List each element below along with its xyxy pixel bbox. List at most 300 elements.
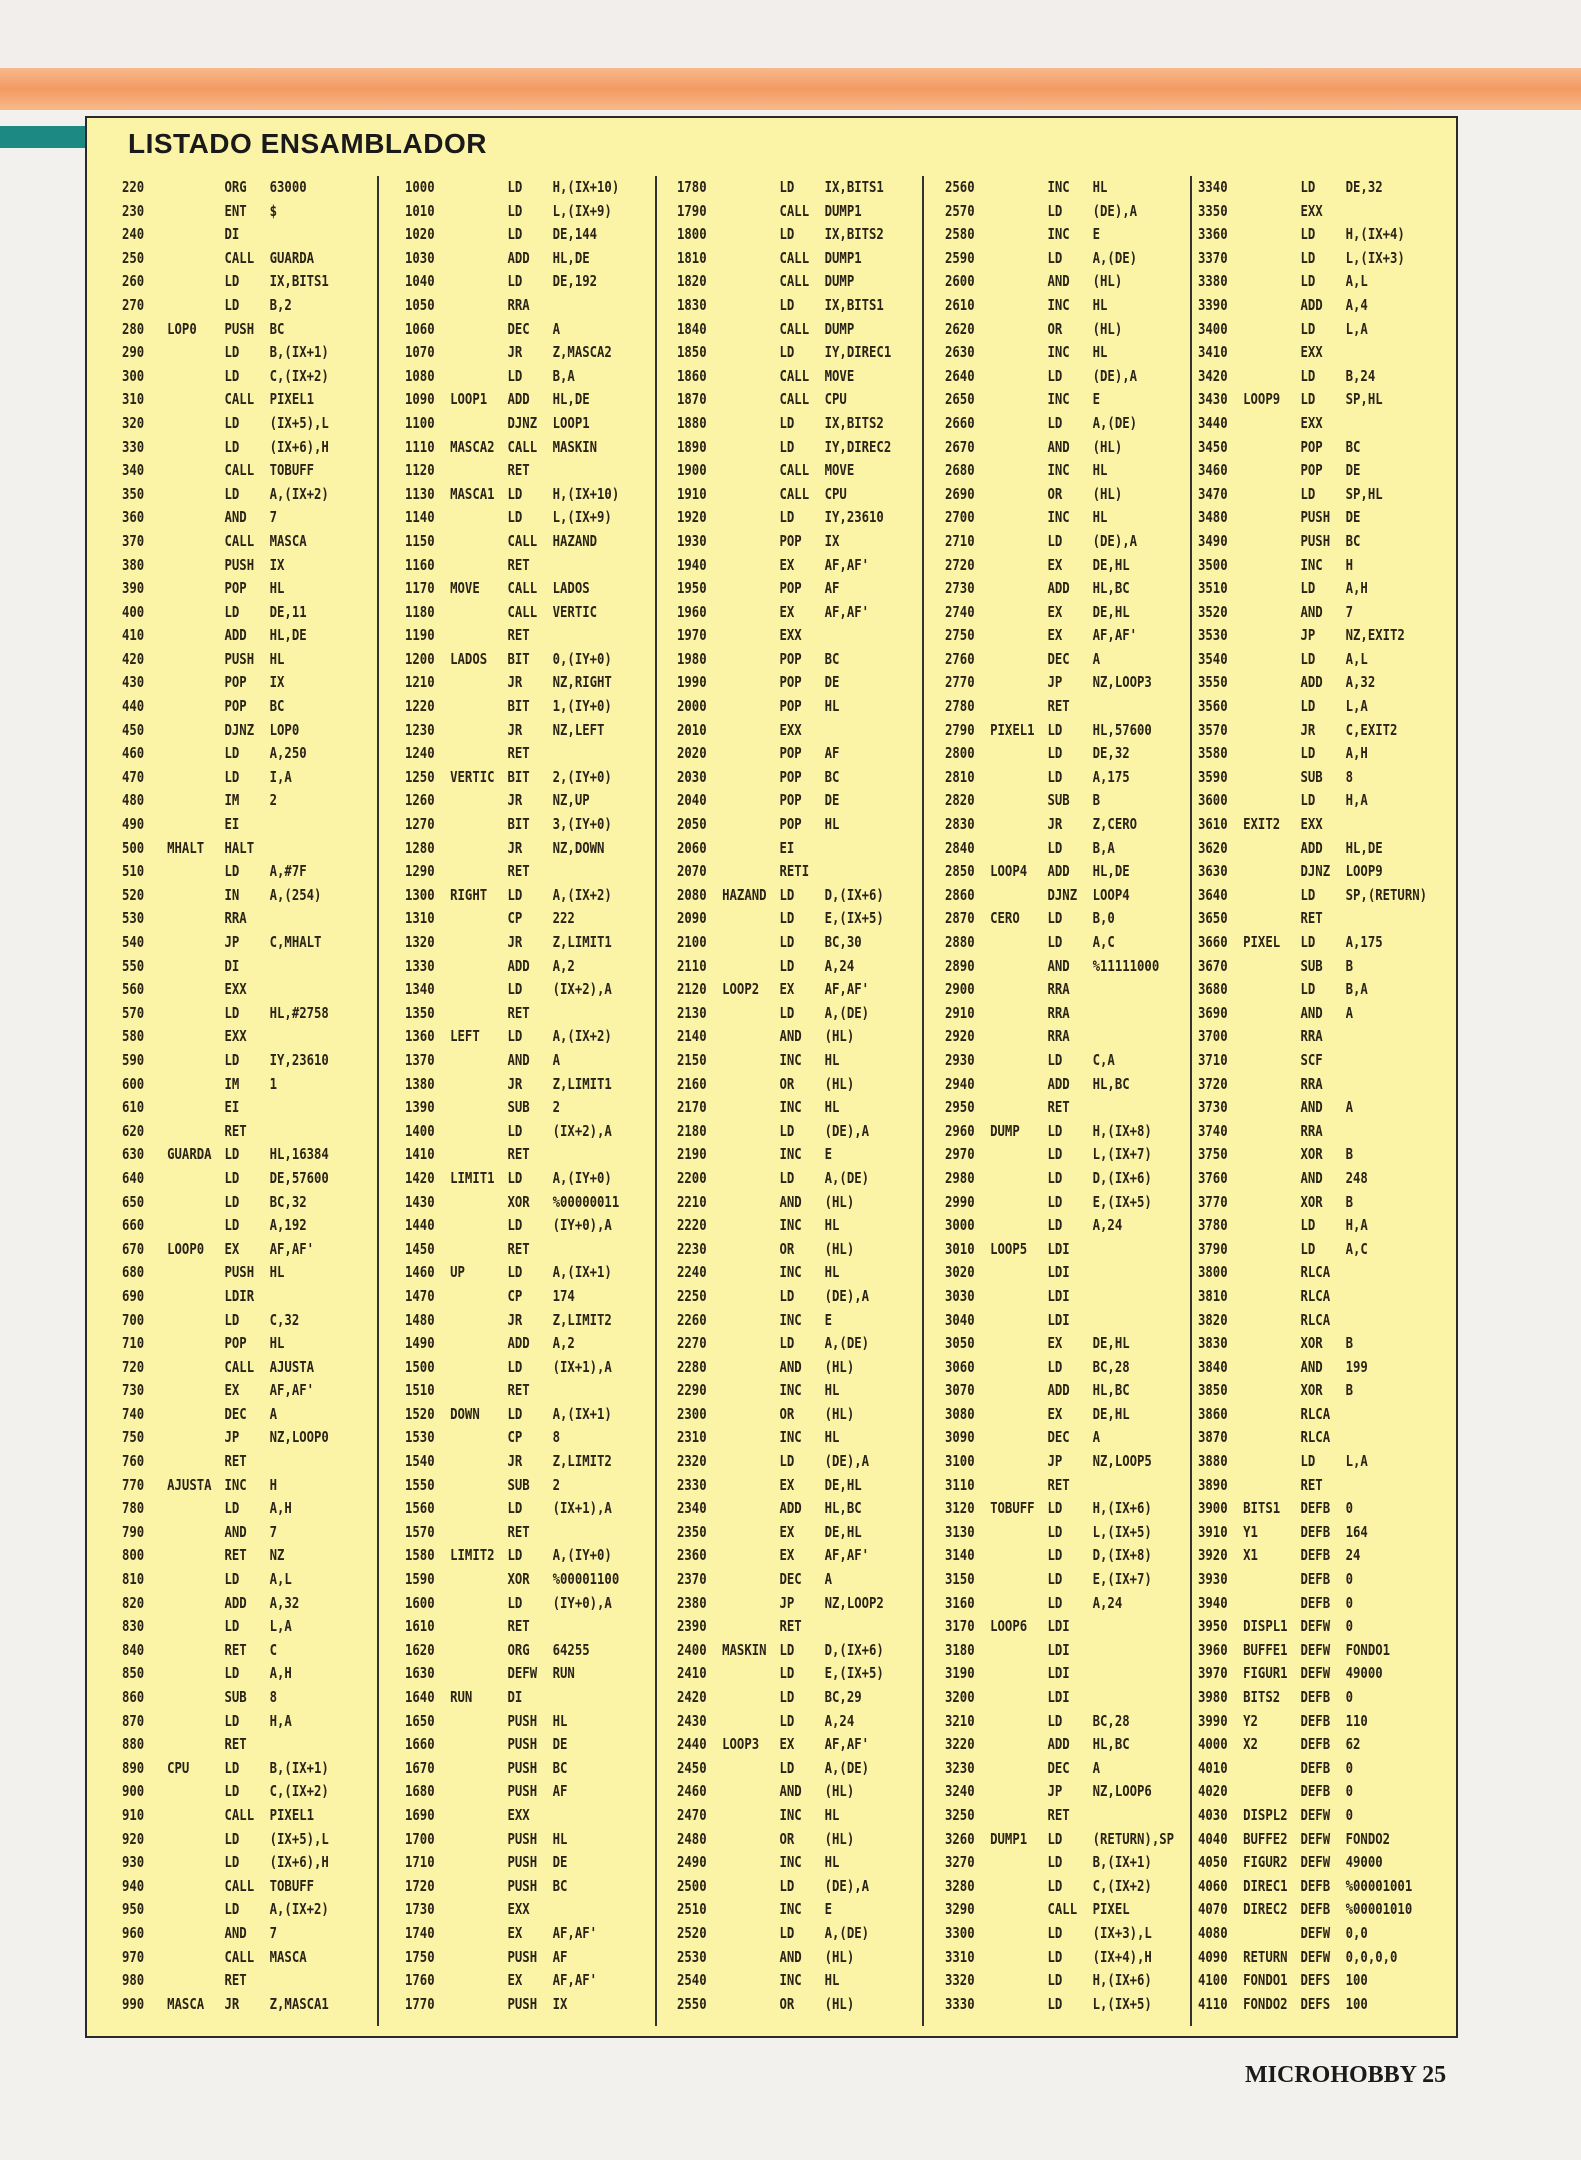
code-line — [677, 1497, 878, 1521]
code-line — [1198, 671, 1407, 695]
code-line — [1198, 1592, 1407, 1616]
line-number: 4060 — [1198, 1876, 1228, 1895]
opcode: LD — [1047, 767, 1063, 786]
line-number: 1700 — [405, 1829, 435, 1848]
operand: BC,32 — [269, 1192, 307, 1211]
operand: NZ,LOOP6 — [1092, 1782, 1152, 1801]
label: PIXEL1 — [990, 720, 1035, 739]
operand: I,A — [269, 767, 292, 786]
code-line — [1198, 860, 1407, 884]
line-number: 2010 — [677, 720, 707, 739]
line-number: 750 — [122, 1428, 145, 1447]
operand: Z,MASCA1 — [269, 1994, 329, 2013]
line-number: 3470 — [1198, 484, 1228, 503]
opcode: EX — [1047, 555, 1063, 574]
operand: H,(IX+6) — [1092, 1499, 1152, 1518]
line-number: 1790 — [677, 201, 707, 220]
line-number: 970 — [122, 1947, 145, 1966]
opcode: LD — [779, 295, 795, 314]
line-number: 1490 — [405, 1334, 435, 1353]
operand: B — [1345, 1192, 1354, 1211]
opcode: LD — [224, 1192, 240, 1211]
opcode: CALL — [224, 1805, 255, 1824]
line-number: 600 — [122, 1074, 145, 1093]
line-number: 3690 — [1198, 1003, 1228, 1022]
code-line — [122, 1828, 331, 1852]
code-line — [677, 1544, 878, 1568]
operand: HL — [1092, 178, 1108, 196]
code-line — [1198, 1662, 1407, 1686]
code-line — [122, 1710, 331, 1734]
opcode: SUB — [1300, 767, 1323, 786]
opcode: LD — [507, 508, 523, 527]
line-number: 580 — [122, 1027, 145, 1046]
opcode: XOR — [1300, 1192, 1323, 1211]
line-number: 2260 — [677, 1310, 707, 1329]
operand: (HL) — [824, 1404, 855, 1423]
line-number: 3430 — [1198, 390, 1228, 409]
line-number: 4080 — [1198, 1923, 1228, 1942]
code-line — [945, 1214, 1146, 1238]
code-line — [945, 1875, 1152, 1899]
operand: 100 — [1345, 1971, 1368, 1990]
code-line — [945, 436, 1146, 460]
operand: IY,23610 — [269, 1050, 329, 1069]
opcode: DJNZ — [507, 413, 538, 432]
operand: Z,MASCA2 — [552, 343, 612, 362]
line-number: 2090 — [677, 909, 707, 928]
code-line — [405, 1804, 610, 1828]
code-line — [122, 176, 331, 200]
line-number: 3490 — [1198, 531, 1228, 550]
opcode: RRA — [507, 295, 530, 314]
code-line — [677, 1450, 878, 1474]
line-number: 880 — [122, 1735, 145, 1754]
line-number: 2930 — [945, 1050, 975, 1069]
line-number: 1430 — [405, 1192, 435, 1211]
operand: (HL) — [824, 1357, 855, 1376]
line-number: 3410 — [1198, 343, 1228, 362]
operand: PIXEL1 — [269, 1805, 315, 1824]
opcode: PUSH — [507, 1947, 538, 1966]
opcode: LD — [1300, 484, 1316, 503]
line-number: 2800 — [945, 744, 975, 763]
code-line — [677, 1191, 878, 1215]
code-line — [677, 1615, 878, 1639]
operand: GUARDA — [269, 248, 315, 267]
line-number: 730 — [122, 1381, 145, 1400]
opcode: LD — [224, 366, 240, 385]
line-number: 1510 — [405, 1381, 435, 1400]
operand: HL,DE — [552, 248, 590, 267]
line-number: 3090 — [945, 1428, 975, 1447]
opcode: DEFW — [1300, 1829, 1331, 1848]
code-line — [1198, 978, 1407, 1002]
code-line — [945, 1757, 1146, 1781]
code-line — [677, 176, 884, 200]
line-number: 380 — [122, 555, 145, 574]
line-number: 1730 — [405, 1900, 435, 1919]
opcode: LD — [779, 1758, 795, 1777]
opcode: XOR — [507, 1192, 530, 1211]
line-number: 3750 — [1198, 1145, 1228, 1164]
opcode: LD — [224, 1168, 240, 1187]
line-number: 650 — [122, 1192, 145, 1211]
page-footer — [1245, 2062, 1446, 2089]
line-number: 4090 — [1198, 1947, 1228, 1966]
opcode: ORG — [224, 178, 247, 196]
opcode: AND — [779, 1357, 802, 1376]
operand: E — [1092, 225, 1101, 244]
operand: HL,BC — [1092, 1381, 1130, 1400]
line-number: 2640 — [945, 366, 975, 385]
operand: (HL) — [824, 1074, 855, 1093]
opcode: LD — [779, 437, 795, 456]
line-number: 2750 — [945, 626, 975, 645]
line-number: 3110 — [945, 1475, 975, 1494]
line-number: 860 — [122, 1688, 145, 1706]
line-number: 2850 — [945, 862, 975, 881]
opcode: LD — [507, 885, 523, 904]
operand: A — [1092, 649, 1101, 668]
opcode: AND — [1047, 437, 1070, 456]
operand: (RETURN),SP — [1092, 1829, 1175, 1848]
operand: HL — [552, 1711, 568, 1730]
code-line — [405, 294, 610, 318]
opcode: JR — [507, 933, 523, 951]
line-number: 3210 — [945, 1711, 975, 1730]
label: HAZAND — [722, 885, 767, 904]
line-number: 2080 — [677, 885, 707, 904]
opcode: RET — [1047, 1098, 1070, 1117]
line-number: 3670 — [1198, 956, 1228, 975]
code-line — [1198, 1804, 1407, 1828]
line-number: 1740 — [405, 1923, 435, 1942]
code-line — [122, 1521, 331, 1545]
opcode: EXX — [224, 980, 247, 999]
code-line — [1198, 1733, 1407, 1757]
opcode: LD — [779, 1452, 795, 1471]
operand: A,(254) — [269, 885, 322, 904]
line-number: 2760 — [945, 649, 975, 668]
operand: IX — [269, 673, 285, 692]
code-line — [405, 459, 610, 483]
opcode: LDI — [1047, 1688, 1070, 1706]
opcode: RET — [507, 1239, 530, 1258]
opcode: RRA — [1300, 1074, 1323, 1093]
line-number: 1480 — [405, 1310, 435, 1329]
operand: B,24 — [1345, 366, 1376, 385]
code-line — [945, 695, 1146, 719]
line-number: 1050 — [405, 295, 435, 314]
line-number: 2710 — [945, 531, 975, 550]
operand: (IX+6),H — [269, 1853, 329, 1872]
code-line — [405, 813, 610, 837]
opcode: RETI — [779, 862, 810, 881]
operand: NZ,RIGHT — [552, 673, 612, 692]
line-number: 1200 — [405, 649, 435, 668]
code-line — [1198, 766, 1407, 790]
line-number: 330 — [122, 437, 145, 456]
opcode: DEFB — [1300, 1570, 1331, 1589]
code-line — [405, 955, 610, 979]
opcode: LD — [1047, 1168, 1063, 1187]
operand: (DE),A — [824, 1121, 870, 1140]
page-top-margin — [0, 0, 1581, 68]
code-line — [122, 1993, 331, 2017]
code-line — [122, 318, 331, 342]
opcode: LD — [1047, 1546, 1063, 1565]
operand: LOOP1 — [552, 413, 590, 432]
operand: 64255 — [552, 1640, 590, 1659]
opcode: LD — [1300, 390, 1316, 409]
opcode: ADD — [1047, 862, 1070, 881]
operand: AF,AF' — [824, 980, 870, 999]
operand: AF — [824, 744, 840, 763]
line-number: 490 — [122, 815, 145, 834]
code-line — [945, 1898, 1146, 1922]
line-number: 1350 — [405, 1003, 435, 1022]
line-number: 2310 — [677, 1428, 707, 1447]
opcode: LD — [507, 1216, 523, 1235]
operand: L,(IX+9) — [552, 201, 612, 220]
line-number: 1260 — [405, 791, 435, 810]
label: X1 — [1243, 1546, 1258, 1565]
label: DIREC1 — [1243, 1876, 1288, 1895]
operand: 0 — [1345, 1688, 1354, 1706]
code-line — [677, 1025, 878, 1049]
code-line — [945, 1120, 1152, 1144]
operand: A,L — [269, 1570, 292, 1589]
operand: %00001001 — [1345, 1876, 1413, 1895]
opcode: LD — [1047, 413, 1063, 432]
line-number: 3220 — [945, 1735, 975, 1754]
code-line — [405, 648, 610, 672]
line-number: 2480 — [677, 1829, 707, 1848]
code-line — [1198, 1521, 1407, 1545]
code-line — [677, 577, 878, 601]
code-line — [405, 907, 610, 931]
code-line — [122, 1073, 331, 1097]
line-number: 1950 — [677, 579, 707, 598]
opcode: SUB — [224, 1688, 247, 1706]
opcode: LD — [224, 862, 240, 881]
code-line — [677, 884, 884, 908]
line-number: 1320 — [405, 933, 435, 951]
operand: Z,LIMIT1 — [552, 933, 612, 951]
code-line — [1198, 270, 1407, 294]
opcode: POP — [779, 791, 802, 810]
code-line — [1198, 530, 1407, 554]
line-number: 2190 — [677, 1145, 707, 1164]
code-line — [405, 671, 610, 695]
opcode: LD — [779, 909, 795, 928]
code-line — [122, 1332, 331, 1356]
operand: 0 — [1345, 1805, 1354, 1824]
code-line — [1198, 1332, 1407, 1356]
opcode: DEFS — [1300, 1971, 1331, 1990]
line-number: 2440 — [677, 1735, 707, 1754]
line-number: 1380 — [405, 1074, 435, 1093]
code-line — [405, 1969, 610, 1993]
operand: (HL) — [1092, 437, 1123, 456]
opcode: EX — [1047, 1334, 1063, 1353]
opcode: LD — [779, 1168, 795, 1187]
line-number: 3230 — [945, 1758, 975, 1777]
line-number: 2500 — [677, 1876, 707, 1895]
operand: NZ,UP — [552, 791, 590, 810]
line-number: 360 — [122, 508, 145, 527]
opcode: BIT — [507, 649, 530, 668]
line-number: 3520 — [1198, 602, 1228, 621]
opcode: INC — [1300, 555, 1323, 574]
opcode: LD — [1047, 1192, 1063, 1211]
opcode: LD — [507, 1168, 523, 1187]
opcode: PUSH — [507, 1782, 538, 1801]
operand: HL — [824, 1216, 840, 1235]
line-number: 3390 — [1198, 295, 1228, 314]
opcode: EI — [224, 1098, 240, 1117]
opcode: INC — [779, 1050, 802, 1069]
code-line — [122, 624, 331, 648]
opcode: AND — [1300, 1098, 1323, 1117]
code-line — [677, 1426, 878, 1450]
operand: B — [1345, 956, 1354, 975]
operand: HL — [269, 1263, 285, 1282]
code-line — [945, 554, 1146, 578]
operand: C — [269, 1640, 278, 1659]
opcode: XOR — [1300, 1381, 1323, 1400]
line-number: 3240 — [945, 1782, 975, 1801]
code-line — [677, 624, 878, 648]
opcode: ADD — [1047, 1381, 1070, 1400]
opcode: LD — [1300, 319, 1316, 338]
operand: AF — [824, 579, 840, 598]
opcode: EX — [779, 1735, 795, 1754]
code-line — [122, 1497, 331, 1521]
line-number: 3720 — [1198, 1074, 1228, 1093]
line-number: 2050 — [677, 815, 707, 834]
label: MASKIN — [722, 1640, 767, 1659]
operand: IY,23610 — [824, 508, 884, 527]
line-number: 420 — [122, 649, 145, 668]
operand: A — [552, 1050, 561, 1069]
opcode: AND — [1047, 272, 1070, 291]
operand: A,(DE) — [1092, 248, 1138, 267]
code-line — [945, 789, 1146, 813]
code-line — [677, 1757, 878, 1781]
opcode: LDI — [1047, 1617, 1070, 1636]
opcode: EX — [1047, 602, 1063, 621]
operand: 1,(IY+0) — [552, 697, 612, 716]
line-number: 1720 — [405, 1876, 435, 1895]
code-line — [405, 1356, 610, 1380]
line-number: 1680 — [405, 1782, 435, 1801]
code-line — [1198, 341, 1407, 365]
code-line — [122, 223, 331, 247]
label: DISPL1 — [1243, 1617, 1288, 1636]
code-line — [945, 1261, 1146, 1285]
operand: A,(IX+2) — [552, 1027, 612, 1046]
operand: B — [1092, 791, 1101, 810]
operand: 1 — [269, 1074, 278, 1093]
line-number: 1590 — [405, 1570, 435, 1589]
opcode: DJNZ — [1300, 862, 1331, 881]
code-line — [1198, 1946, 1407, 1970]
code-line — [677, 1474, 878, 1498]
line-number: 4110 — [1198, 1994, 1228, 2013]
code-line — [677, 719, 878, 743]
line-number: 3680 — [1198, 980, 1228, 999]
line-number: 1450 — [405, 1239, 435, 1258]
code-line — [1198, 365, 1407, 389]
operand: L,(IX+9) — [552, 508, 612, 527]
line-number: 320 — [122, 413, 145, 432]
operand: (IX+2),A — [552, 1121, 612, 1140]
opcode: RLCA — [1300, 1404, 1331, 1423]
code-line — [677, 1214, 878, 1238]
opcode: LD — [779, 1711, 795, 1730]
opcode: JR — [1300, 720, 1316, 739]
operand: A,(IY+0) — [552, 1168, 612, 1187]
line-number: 3800 — [1198, 1263, 1228, 1282]
code-line — [405, 247, 610, 271]
line-number: 1310 — [405, 909, 435, 928]
opcode: LD — [507, 201, 523, 220]
code-line — [122, 907, 331, 931]
code-line — [122, 1049, 331, 1073]
opcode: RET — [507, 1381, 530, 1400]
line-number: 1140 — [405, 508, 435, 527]
line-number: 1560 — [405, 1499, 435, 1518]
line-number: 2900 — [945, 980, 975, 999]
code-line — [677, 1309, 878, 1333]
operand: DE,HL — [1092, 1334, 1130, 1353]
operand: (HL) — [1092, 272, 1123, 291]
opcode: DEFB — [1300, 1499, 1331, 1518]
label: PIXEL — [1243, 933, 1281, 951]
opcode: SUB — [507, 1098, 530, 1117]
code-line — [122, 789, 331, 813]
opcode: JP — [224, 933, 240, 951]
line-number: 4040 — [1198, 1829, 1228, 1848]
line-number: 2700 — [945, 508, 975, 527]
opcode: EX — [224, 1239, 240, 1258]
operand: HL — [824, 1853, 840, 1872]
line-number: 2230 — [677, 1239, 707, 1258]
line-number: 3540 — [1198, 649, 1228, 668]
line-number: 2960 — [945, 1121, 975, 1140]
opcode: AND — [779, 1027, 802, 1046]
opcode: EX — [779, 1475, 795, 1494]
opcode: POP — [224, 1334, 247, 1353]
opcode: LD — [779, 1003, 795, 1022]
operand: A,2 — [552, 956, 575, 975]
operand: 2 — [269, 791, 278, 810]
code-line — [677, 1875, 878, 1899]
code-line — [1198, 789, 1407, 813]
operand: (IX+3),L — [1092, 1923, 1152, 1942]
line-number: 1640 — [405, 1688, 435, 1706]
line-number: 990 — [122, 1994, 145, 2013]
code-line — [405, 176, 620, 200]
line-number: 2590 — [945, 248, 975, 267]
code-line — [405, 884, 610, 908]
code-line — [405, 1426, 610, 1450]
code-line — [1198, 1639, 1407, 1663]
operand: A — [552, 319, 561, 338]
opcode: LD — [779, 885, 795, 904]
